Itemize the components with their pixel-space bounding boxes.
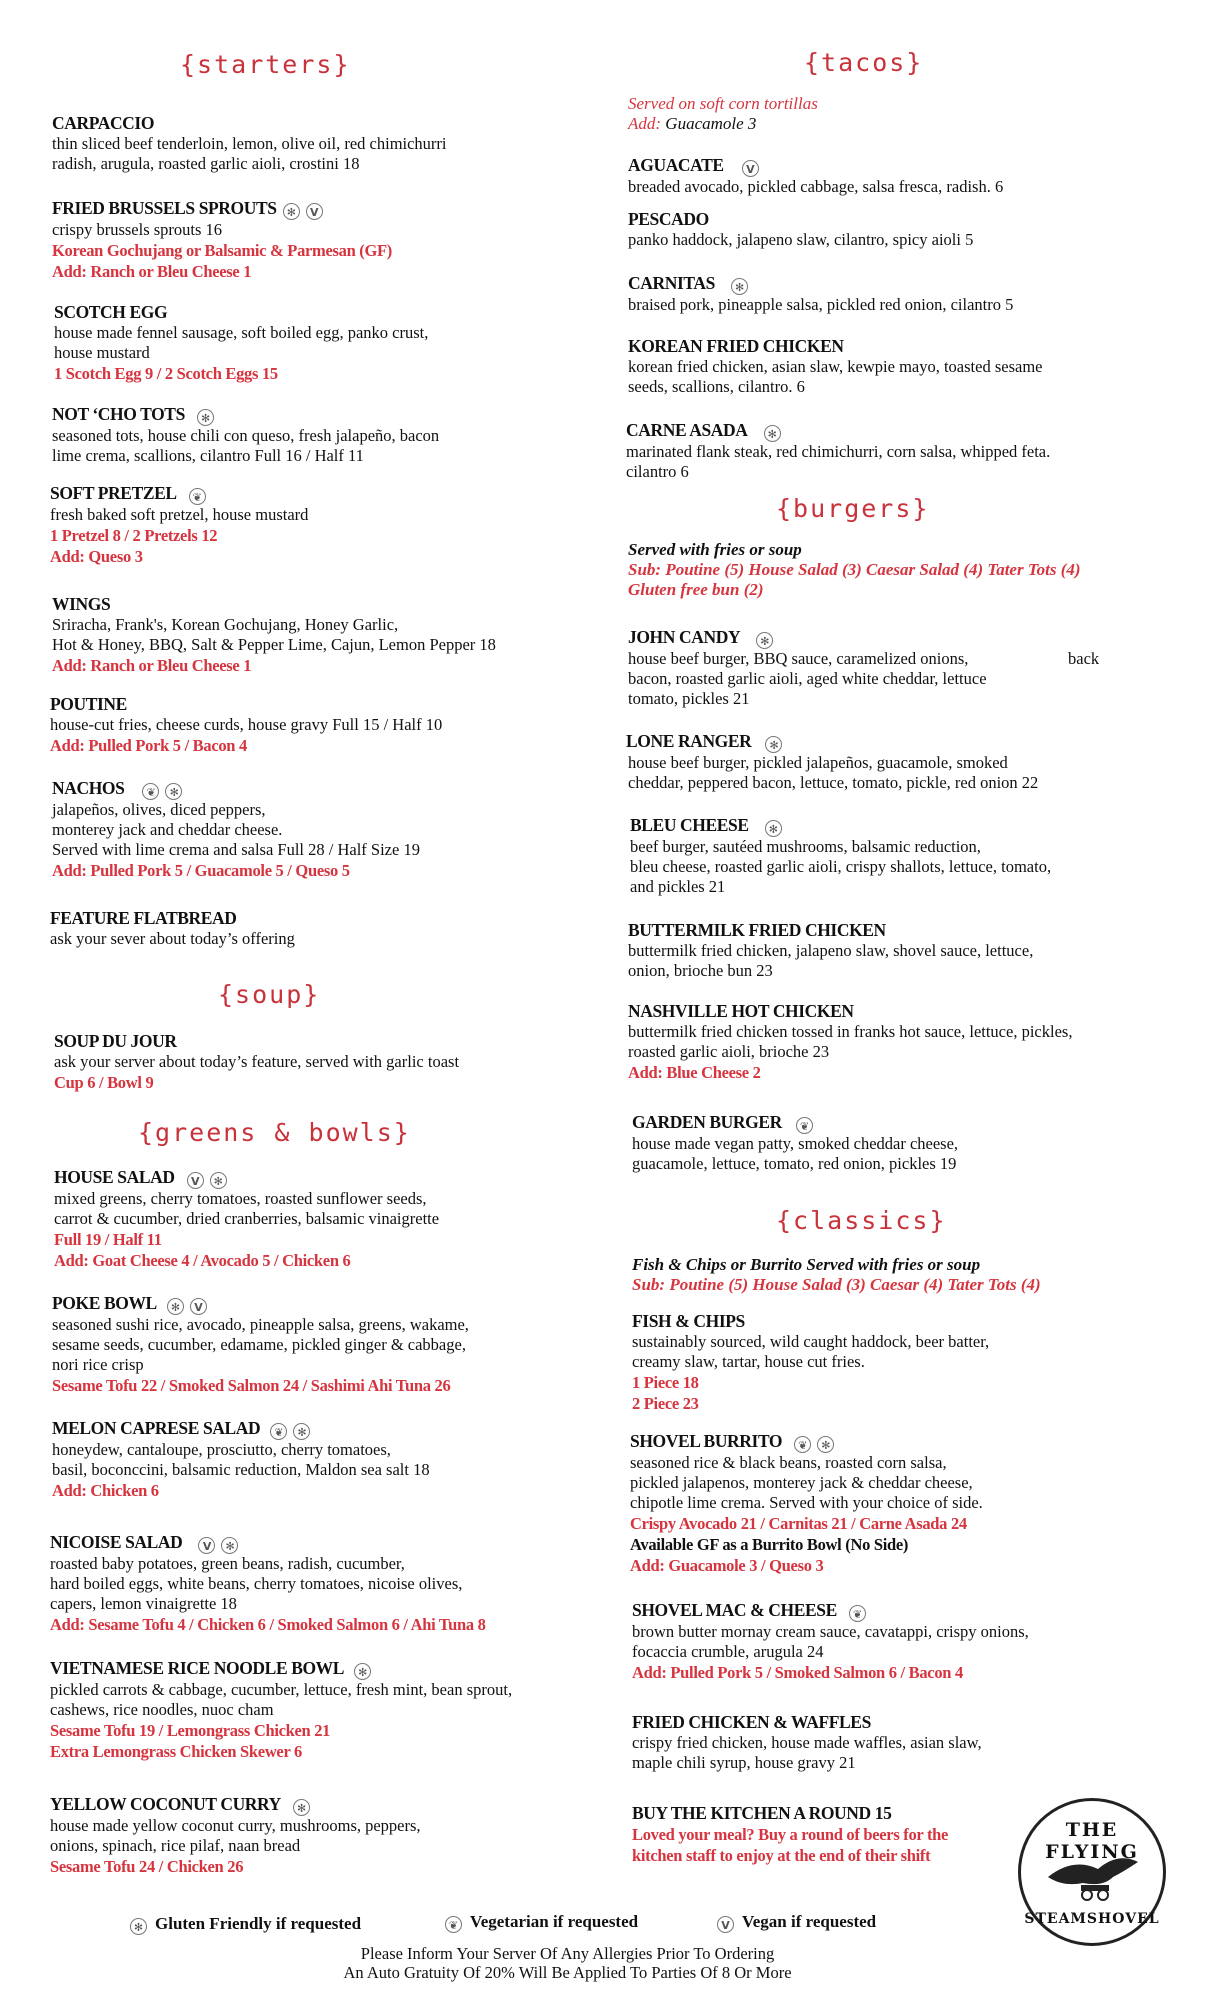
item-desc: focaccia crumble, arugula 24 [632, 1642, 824, 1661]
item-name: KOREAN FRIED CHICKEN [628, 336, 844, 356]
item-addon: Add: Goat Cheese 4 / Avocado 5 / Chicken 6 [54, 1251, 351, 1270]
menu-item-john-candy [628, 627, 1188, 709]
footer-allergy-note: Please Inform Your Server Of Any Allergies Prior To Ordering [360, 1944, 775, 1963]
item-desc: house made fennel sausage, soft boiled egg, panko crust, [54, 323, 429, 342]
item-desc: onions, spinach, rice pilaf, naan bread [50, 1836, 301, 1855]
item-addon: Add: Queso 3 [50, 547, 143, 566]
item-desc: beef burger, sautéed mushrooms, balsamic reduction, [630, 837, 981, 856]
menu-item-feature-flatbread [50, 908, 610, 949]
item-desc: buttermilk fried chicken tossed in franks hot sauce, lettuce, pickles, [628, 1022, 1073, 1041]
menu-item-garden-burger [632, 1112, 1192, 1174]
item-desc: and pickles 21 [630, 877, 726, 896]
menu-item-fish-chips [632, 1311, 1192, 1414]
item-desc: cashews, rice noodles, nuoc cham [50, 1700, 274, 1719]
item-desc: seasoned sushi rice, avocado, pineapple salsa, greens, wakame, [52, 1315, 469, 1334]
menu-item-buy-kitchen-round [632, 1803, 1022, 1866]
classics-sub-note: Sub: Poutine (5) House Salad (3) Caesar (4) Tater Tots (4) [632, 1275, 1041, 1294]
item-desc: pickled jalapenos, monterey jack & cheddar cheese, [630, 1473, 973, 1492]
item-addon: Add: Guacamole 3 / Queso 3 [630, 1556, 824, 1575]
menu-item-bleu-cheese [630, 815, 1190, 897]
item-desc: house beef burger, pickled jalapeños, guacamole, smoked [628, 753, 1008, 772]
item-desc: brown butter mornay cream sauce, cavatappi, crispy onions, [632, 1622, 1029, 1641]
footer-gratuity-note: An Auto Gratuity Of 20% Will Be Applied To Parties Of 8 Or More [343, 1963, 792, 1982]
menu-item-mac-cheese [632, 1600, 1192, 1683]
item-desc: house beef burger, BBQ sauce, caramelized onions, [628, 649, 969, 668]
menu-item-house-salad [54, 1167, 614, 1271]
menu-item-notcho-tots [52, 404, 612, 466]
item-name: FISH & CHIPS [632, 1311, 745, 1331]
gluten-friendly-icon: ✻ [210, 1172, 227, 1189]
menu-item-brussels [52, 198, 612, 282]
burgers-sub-note: Sub: Poutine (5) House Salad (3) Caesar Salad (4) Tater Tots (4) [628, 560, 1081, 579]
legend-gluten-friendly [130, 1914, 361, 1935]
legend-vegetarian [445, 1912, 638, 1933]
item-desc: sesame seeds, cucumber, edamame, pickled ginger & cabbage, [52, 1335, 466, 1354]
item-desc: roasted garlic aioli, brioche 23 [628, 1042, 830, 1061]
menu-item-nachos [52, 778, 612, 881]
tacos-add-note: Guacamole 3 [661, 114, 757, 133]
item-desc: house-cut fries, cheese curds, house gravy Full 15 / Half 10 [50, 715, 443, 734]
item-desc: ask your server about today’s feature, served with garlic toast [54, 1052, 460, 1071]
legend-vegan [717, 1912, 876, 1933]
menu-item-soft-pretzel [50, 483, 610, 567]
item-desc: maple chili syrup, house gravy 21 [632, 1753, 856, 1772]
menu-item-aguacate [628, 155, 1188, 197]
item-desc: lime crema, scallions, cilantro Full 16 / Half 11 [52, 446, 364, 465]
menu-item-vietnamese-bowl [50, 1658, 610, 1762]
gluten-friendly-icon: ✻ [765, 820, 782, 837]
item-name: VIETNAMESE RICE NOODLE BOWL [50, 1658, 345, 1678]
item-desc: tomato, pickles 21 [628, 689, 750, 708]
section-title-classics: {classics} [776, 1206, 947, 1235]
item-price: 1 Piece 18 [632, 1373, 699, 1392]
item-name: SOUP DU JOUR [54, 1031, 177, 1051]
gluten-friendly-icon: ✻ [765, 736, 782, 753]
gluten-friendly-icon: ✻ [293, 1423, 310, 1440]
item-desc: chipotle lime crema. Served with your choice of side. [630, 1493, 983, 1512]
item-desc: bleu cheese, roasted garlic aioli, crispy shallots, lettuce, tomato, [630, 857, 1052, 876]
menu-item-nashville-hot-chicken [628, 1001, 1188, 1083]
item-price: 1 Pretzel 8 / 2 Pretzels 12 [50, 526, 218, 545]
item-addon: Add: Ranch or Bleu Cheese 1 [52, 262, 252, 281]
item-name: SHOVEL MAC & CHEESE [632, 1600, 837, 1620]
gluten-friendly-icon: ✻ [283, 203, 300, 220]
item-name: SOFT PRETZEL [50, 483, 177, 503]
item-name: POKE BOWL [52, 1293, 157, 1313]
item-addon: Add: Chicken 6 [52, 1481, 159, 1500]
item-name: MELON CAPRESE SALAD [52, 1418, 261, 1438]
item-name: FRIED CHICKEN & WAFFLES [632, 1712, 871, 1732]
burgers-gf-note: Gluten free bun (2) [628, 580, 764, 599]
item-desc: breaded avocado, pickled cabbage, salsa fresca, radish. 6 [628, 177, 1004, 196]
item-desc: house made yellow coconut curry, mushrooms, peppers, [50, 1816, 421, 1835]
item-price: Sesame Tofu 22 / Smoked Salmon 24 / Sashimi Ahi Tuna 26 [52, 1376, 451, 1395]
item-desc: braised pork, pineapple salsa, pickled red onion, cilantro 5 [628, 295, 1014, 314]
vegetarian-icon: ❦ [849, 1605, 866, 1622]
vegetarian-icon: ❦ [796, 1117, 813, 1134]
menu-item-buttermilk-chicken [628, 920, 1188, 981]
item-desc: pickled carrots & cabbage, cucumber, lettuce, fresh mint, bean sprout, [50, 1680, 513, 1699]
item-desc: cilantro 6 [626, 462, 689, 481]
item-desc: jalapeños, olives, diced peppers, [52, 800, 266, 819]
item-desc: onion, brioche bun 23 [628, 961, 773, 980]
item-name: WINGS [52, 594, 111, 614]
gluten-friendly-icon: ✻ [165, 783, 182, 800]
item-desc: Sriracha, Frank's, Korean Gochujang, Honey Garlic, [52, 615, 399, 634]
item-name: SHOVEL BURRITO [630, 1431, 783, 1451]
item-note: Loved your meal? Buy a round of beers for the [632, 1825, 949, 1844]
item-name: GARDEN BURGER [632, 1112, 782, 1132]
item-name: NASHVILLE HOT CHICKEN [628, 1001, 854, 1021]
item-name: FRIED BRUSSELS SPROUTS [52, 198, 277, 218]
section-title-greens-bowls: {greens & bowls} [138, 1118, 411, 1147]
item-addon: Add: Pulled Pork 5 / Smoked Salmon 6 / Bacon 4 [632, 1663, 963, 1682]
menu-item-korean-fried-chicken [628, 336, 1188, 397]
vegetarian-icon: ❦ [142, 783, 159, 800]
item-name: JOHN CANDY [628, 627, 741, 647]
item-desc: capers, lemon vinaigrette 18 [50, 1594, 237, 1613]
item-name: CARNE ASADA [626, 420, 748, 440]
item-desc-extra: back [1068, 649, 1100, 668]
item-desc: house made vegan patty, smoked cheddar cheese, [632, 1134, 959, 1153]
item-desc: bacon, roasted garlic aioli, aged white cheddar, lettuce [628, 669, 987, 688]
menu-item-coconut-curry [50, 1794, 610, 1877]
menu-item-melon-caprese [52, 1418, 612, 1501]
item-name: HOUSE SALAD [54, 1167, 175, 1187]
burgers-note [628, 540, 1188, 600]
item-addon: Add: Blue Cheese 2 [628, 1063, 761, 1082]
item-price: 2 Piece 23 [632, 1394, 699, 1413]
item-desc: creamy slaw, tartar, house cut fries. [632, 1352, 865, 1371]
item-name: BUTTERMILK FRIED CHICKEN [628, 920, 886, 940]
item-desc: ask your sever about today’s offering [50, 929, 295, 948]
item-name: CARPACCIO [52, 113, 155, 133]
item-desc: basil, boconccini, balsamic reduction, Maldon sea salt 18 [52, 1460, 430, 1479]
item-desc: seeds, scallions, cilantro. 6 [628, 377, 805, 396]
menu-item-wings [52, 594, 612, 676]
menu-item-carpaccio [52, 113, 612, 174]
gluten-friendly-icon: ✻ [221, 1537, 238, 1554]
item-desc: guacamole, lettuce, tomato, red onion, pickles 19 [632, 1154, 957, 1173]
item-name: POUTINE [50, 694, 127, 714]
item-desc: crispy brussels sprouts 16 [52, 220, 223, 239]
item-price: Crispy Avocado 21 / Carnitas 21 / Carne Asada 24 [630, 1514, 967, 1533]
section-title-starters: {starters} [180, 50, 351, 79]
item-desc: marinated flank steak, red chimichurri, corn salsa, whipped feta. [626, 442, 1051, 461]
menu-item-carne-asada [626, 420, 1186, 482]
item-price: Sesame Tofu 19 / Lemongrass Chicken 21 [50, 1721, 331, 1740]
item-name: NICOISE SALAD [50, 1532, 183, 1552]
item-desc: fresh baked soft pretzel, house mustard [50, 505, 309, 524]
item-name: AGUACATE [628, 155, 724, 175]
item-name: BLEU CHEESE [630, 815, 749, 835]
vegetarian-icon: ❦ [189, 488, 206, 505]
item-name: NACHOS [52, 778, 125, 798]
vegan-icon: V [198, 1537, 215, 1554]
item-desc: hard boiled eggs, white beans, cherry tomatoes, nicoise olives, [50, 1574, 463, 1593]
menu-item-nicoise-salad [50, 1532, 610, 1635]
tacos-note [628, 94, 1188, 134]
item-desc: cheddar, peppered bacon, lettuce, tomato, pickle, red onion 22 [628, 773, 1039, 792]
item-desc: sustainably sourced, wild caught haddock, beer batter, [632, 1332, 990, 1351]
item-desc: monterey jack and cheddar cheese. [52, 820, 283, 839]
menu-item-poutine [50, 694, 610, 756]
legend-label: Gluten Friendly if requested [155, 1914, 362, 1933]
item-name: NOT ‘CHO TOTS [52, 404, 185, 424]
vegetarian-icon: ❦ [794, 1436, 811, 1453]
vegan-icon: V [190, 1298, 207, 1315]
item-desc: thin sliced beef tenderloin, lemon, olive oil, red chimichurri [52, 134, 447, 153]
menu-item-lone-ranger [626, 731, 1186, 793]
item-addon: Add: Sesame Tofu 4 / Chicken 6 / Smoked Salmon 6 / Ahi Tuna 8 [50, 1615, 486, 1634]
item-desc: buttermilk fried chicken, jalapeno slaw, shovel sauce, lettuce, [628, 941, 1034, 960]
item-addon: Add: Pulled Pork 5 / Bacon 4 [50, 736, 247, 755]
vegetarian-icon: ❦ [445, 1916, 462, 1933]
section-title-soup: {soup} [218, 980, 321, 1009]
gluten-friendly-icon: ✻ [817, 1436, 834, 1453]
menu-item-soup-du-jour [54, 1031, 614, 1093]
menu-item-carnitas [628, 273, 1188, 315]
item-name: SCOTCH EGG [54, 302, 168, 322]
item-addon: Extra Lemongrass Chicken Skewer 6 [50, 1742, 302, 1761]
steamshovel-icon [1043, 1847, 1143, 1903]
vegan-icon: V [306, 203, 323, 220]
item-desc: roasted baby potatoes, green beans, radish, cucumber, [50, 1554, 405, 1573]
item-desc: korean fried chicken, asian slaw, kewpie mayo, toasted sesame [628, 357, 1043, 376]
item-desc: house mustard [54, 343, 150, 362]
item-desc: carrot & cucumber, dried cranberries, balsamic vinaigrette [54, 1209, 440, 1228]
item-desc: Served with lime crema and salsa Full 28 / Half Size 19 [52, 840, 420, 859]
gluten-friendly-icon: ✻ [354, 1663, 371, 1680]
tacos-served-note: Served on soft corn tortillas [628, 94, 818, 113]
item-price: Cup 6 / Bowl 9 [54, 1073, 154, 1092]
item-name: FEATURE FLATBREAD [50, 908, 237, 928]
section-title-burgers: {burgers} [776, 494, 930, 523]
legend-label: Vegan if requested [742, 1912, 877, 1931]
menu-item-shovel-burrito [630, 1431, 1190, 1576]
logo-text-bottom: STEAMSHOVEL [1024, 1911, 1160, 1927]
vegan-icon: V [742, 160, 759, 177]
item-name: CARNITAS [628, 273, 715, 293]
menu-item-scotch-egg [54, 302, 614, 384]
flying-steamshovel-logo [1018, 1798, 1166, 1946]
gluten-friendly-icon: ✻ [731, 278, 748, 295]
item-desc: panko haddock, jalapeno slaw, cilantro, spicy aioli 5 [628, 230, 974, 249]
menu-item-chicken-waffles [632, 1712, 1192, 1773]
item-addon: Add: Ranch or Bleu Cheese 1 [52, 656, 252, 675]
item-desc: honeydew, cantaloupe, prosciutto, cherry tomatoes, [52, 1440, 391, 1459]
item-name: PESCADO [628, 209, 709, 229]
item-addon: Add: Pulled Pork 5 / Guacamole 5 / Queso 5 [52, 861, 350, 880]
menu-item-pescado [628, 209, 1188, 250]
item-note: kitchen staff to enjoy at the end of their shift [632, 1846, 931, 1865]
item-desc: mixed greens, cherry tomatoes, roasted sunflower seeds, [54, 1189, 427, 1208]
item-note: Available GF as a Burrito Bowl (No Side) [630, 1535, 909, 1554]
item-desc: seasoned tots, house chili con queso, fresh jalapeño, bacon [52, 426, 440, 445]
item-desc: radish, arugula, roasted garlic aioli, crostini 18 [52, 154, 360, 173]
item-name: YELLOW COCONUT CURRY [50, 1794, 281, 1814]
item-desc: nori rice crisp [52, 1355, 144, 1374]
logo-text-top: THE FLYING [1045, 1819, 1139, 1863]
classics-note [632, 1255, 1192, 1295]
gluten-friendly-icon: ✻ [756, 632, 773, 649]
vegan-icon: V [187, 1172, 204, 1189]
section-title-tacos: {tacos} [804, 48, 924, 77]
tacos-add-label: Add: [628, 114, 662, 133]
item-desc: Hot & Honey, BBQ, Salt & Pepper Lime, Cajun, Lemon Pepper 18 [52, 635, 496, 654]
item-name: BUY THE KITCHEN A ROUND 15 [632, 1803, 892, 1823]
gluten-friendly-icon: ✻ [293, 1799, 310, 1816]
item-option: Korean Gochujang or Balsamic & Parmesan (GF) [52, 241, 392, 260]
burgers-served-note: Served with fries or soup [628, 540, 802, 559]
item-price: Sesame Tofu 24 / Chicken 26 [50, 1857, 244, 1876]
gluten-friendly-icon: ✻ [197, 409, 214, 426]
item-price: 1 Scotch Egg 9 / 2 Scotch Eggs 15 [54, 364, 278, 383]
vegetarian-icon: ❦ [270, 1423, 287, 1440]
item-desc: crispy fried chicken, house made waffles, asian slaw, [632, 1733, 982, 1752]
classics-served-note: Fish & Chips or Burrito Served with fries or soup [632, 1255, 981, 1274]
menu-item-poke-bowl [52, 1293, 612, 1396]
item-name: LONE RANGER [626, 731, 752, 751]
gluten-friendly-icon: ✻ [764, 425, 781, 442]
legend-label: Vegetarian if requested [470, 1912, 639, 1931]
item-price: Full 19 / Half 11 [54, 1230, 162, 1249]
gluten-friendly-icon: ✻ [167, 1298, 184, 1315]
item-desc: seasoned rice & black beans, roasted corn salsa, [630, 1453, 947, 1472]
vegan-icon: V [717, 1916, 734, 1933]
gluten-friendly-icon: ✻ [130, 1918, 147, 1935]
